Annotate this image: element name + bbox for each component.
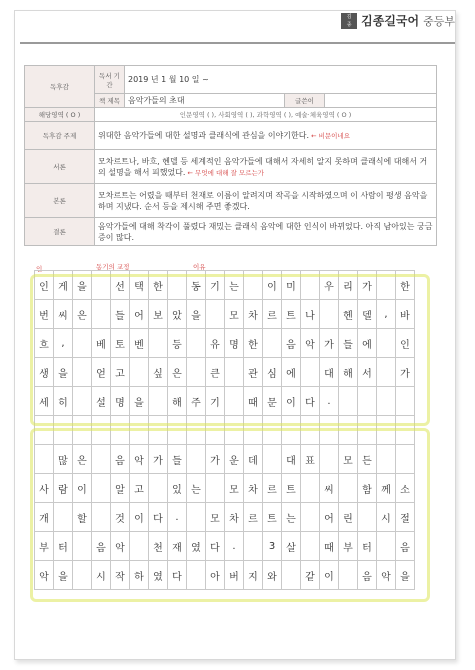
grid-cell[interactable]: 소 bbox=[396, 474, 415, 503]
grid-cell[interactable]: 관 bbox=[244, 358, 263, 387]
grid-cell[interactable]: 큰 bbox=[206, 358, 225, 387]
grid-cell[interactable]: 많 bbox=[54, 445, 73, 474]
grid-cell[interactable]: 천 bbox=[149, 532, 168, 561]
grid-cell[interactable]: 는 bbox=[187, 474, 206, 503]
grid-cell[interactable]: 는 bbox=[225, 271, 244, 300]
grid-cell[interactable]: 흐 bbox=[35, 329, 54, 358]
brand-header bbox=[341, 12, 455, 29]
grid-cell[interactable]: 은 bbox=[168, 358, 187, 387]
grid-cell[interactable]: 대 bbox=[320, 358, 339, 387]
grid-cell[interactable]: 트 bbox=[263, 503, 282, 532]
grid-cell[interactable]: 명 bbox=[225, 329, 244, 358]
grid-cell[interactable]: 다 bbox=[168, 561, 187, 590]
grid-cell[interactable]: 선 bbox=[111, 271, 130, 300]
grid-cell[interactable]: 살 bbox=[282, 532, 301, 561]
grid-cell[interactable]: 을 bbox=[130, 387, 149, 416]
grid-cell[interactable]: 가 bbox=[149, 445, 168, 474]
grid-cell[interactable]: 어 bbox=[320, 503, 339, 532]
highlight-paragraph-1 bbox=[30, 274, 430, 426]
form-title-value[interactable]: 음악가들의 초대 bbox=[125, 94, 285, 108]
grid-cell[interactable]: 트 bbox=[282, 300, 301, 329]
grid-cell[interactable]: 대 bbox=[282, 445, 301, 474]
grid-cell[interactable]: 부 bbox=[339, 532, 358, 561]
grid-cell[interactable]: 께 bbox=[377, 474, 396, 503]
grid-cell[interactable]: 는 bbox=[282, 503, 301, 532]
grid-cell[interactable]: , bbox=[377, 300, 396, 329]
theme-correction-note: ← 비문이네요 bbox=[311, 132, 350, 140]
grid-cell[interactable]: 할 bbox=[73, 503, 92, 532]
grid-cell[interactable]: 을 bbox=[73, 271, 92, 300]
form-author-value[interactable] bbox=[325, 94, 437, 108]
grid-cell[interactable]: 음 bbox=[358, 561, 377, 590]
grid-cell[interactable]: 르 bbox=[263, 300, 282, 329]
grid-cell[interactable]: 든 bbox=[358, 445, 377, 474]
grid-cell[interactable]: 지 bbox=[244, 561, 263, 590]
grid-cell[interactable]: 재 bbox=[168, 532, 187, 561]
grid-cell[interactable]: 우 bbox=[320, 271, 339, 300]
grid-cell[interactable]: 르 bbox=[244, 503, 263, 532]
grid-cell[interactable]: 한 bbox=[396, 271, 415, 300]
form-areas: 인문영역 ( ), 사회영역 ( ), 과학영역 ( ), 예술·체육영역 ( O ) bbox=[95, 108, 437, 122]
grid-cell[interactable]: 인 bbox=[396, 329, 415, 358]
grid-cell[interactable]: 고 bbox=[111, 358, 130, 387]
grid-cell[interactable]: 헨 bbox=[339, 300, 358, 329]
grid-cell[interactable]: 작 bbox=[111, 561, 130, 590]
form-theme-value[interactable]: 위대한 음악가들에 대한 설명과 클래식에 관심을 이야기한다. ← 비문이네요 bbox=[95, 122, 437, 150]
grid-cell[interactable]: 모 bbox=[339, 445, 358, 474]
grid-cell[interactable]: 리 bbox=[339, 271, 358, 300]
header-divider bbox=[20, 42, 455, 44]
grid-cell[interactable]: 사 bbox=[35, 474, 54, 503]
form-label-report: 독후감 bbox=[25, 66, 95, 108]
grid-cell[interactable]: 다 bbox=[149, 503, 168, 532]
grid-cell[interactable]: 절 bbox=[396, 503, 415, 532]
intro-correction-note: ← 무엇에 대해 잘 모르는가 bbox=[187, 168, 265, 177]
grid-cell[interactable]: 씨 bbox=[54, 300, 73, 329]
grid-cell[interactable]: 아 bbox=[206, 561, 225, 590]
grid-cell[interactable]: 가 bbox=[396, 358, 415, 387]
grid-cell[interactable]: 을 bbox=[54, 561, 73, 590]
grid-cell[interactable]: 씨 bbox=[320, 474, 339, 503]
form-label-conclusion: 결론 bbox=[25, 218, 95, 246]
grid-cell[interactable]: 음 bbox=[111, 445, 130, 474]
grid-cell[interactable]: 음 bbox=[282, 329, 301, 358]
form-conclusion-value[interactable]: 음악가들에 대해 착각이 풀렸다 재밌는 클래식 음악에 대한 인식이 바뀌었다. 아직 남아있는 궁금증이 많다. bbox=[95, 218, 437, 246]
brand-name: 김종길국어 bbox=[361, 14, 420, 28]
grid-cell[interactable]: 미 bbox=[282, 271, 301, 300]
grid-cell[interactable]: , bbox=[54, 329, 73, 358]
grid-cell[interactable]: 모 bbox=[206, 503, 225, 532]
grid-cell[interactable]: 있 bbox=[168, 474, 187, 503]
grid-cell[interactable]: 차 bbox=[244, 474, 263, 503]
annotation-mark-2: 동기의 교정 bbox=[96, 263, 130, 271]
highlight-paragraph-2 bbox=[30, 428, 430, 602]
grid-cell[interactable]: 기 bbox=[206, 271, 225, 300]
grid-cell[interactable]: 였 bbox=[149, 561, 168, 590]
grid-cell[interactable]: 에 bbox=[358, 329, 377, 358]
grid-cell[interactable]: 하 bbox=[130, 561, 149, 590]
grid-cell[interactable]: 음 bbox=[92, 532, 111, 561]
grid-cell[interactable]: 설 bbox=[92, 387, 111, 416]
grid-cell[interactable]: 부 bbox=[35, 532, 54, 561]
grid-cell[interactable]: 을 bbox=[187, 300, 206, 329]
grid-cell[interactable]: 이 bbox=[320, 561, 339, 590]
grid-cell[interactable]: 벤 bbox=[130, 329, 149, 358]
grid-cell[interactable]: 번 bbox=[35, 300, 54, 329]
grid-cell[interactable]: 았 bbox=[168, 300, 187, 329]
grid-cell[interactable]: 악 bbox=[377, 561, 396, 590]
grid-cell[interactable]: 싶 bbox=[149, 358, 168, 387]
grid-cell[interactable]: 악 bbox=[130, 445, 149, 474]
form-label-intro: 서론 bbox=[25, 150, 95, 184]
grid-cell[interactable]: 시 bbox=[92, 561, 111, 590]
grid-cell[interactable]: 차 bbox=[225, 503, 244, 532]
grid-cell[interactable]: 알 bbox=[111, 474, 130, 503]
brand-sub: 중등부 bbox=[423, 14, 455, 28]
form-label-period: 독서 기간 bbox=[95, 66, 125, 94]
grid-cell[interactable]: 다 bbox=[206, 532, 225, 561]
grid-cell[interactable]: 터 bbox=[54, 532, 73, 561]
grid-cell[interactable]: . bbox=[225, 532, 244, 561]
grid-cell[interactable]: 터 bbox=[358, 532, 377, 561]
grid-cell[interactable]: 보 bbox=[149, 300, 168, 329]
grid-cell[interactable]: 시 bbox=[377, 503, 396, 532]
grid-cell[interactable]: 해 bbox=[168, 387, 187, 416]
grid-cell[interactable]: 악 bbox=[111, 532, 130, 561]
form-date[interactable]: 2019 년 1 월 10 일 ~ bbox=[125, 66, 437, 94]
grid-cell[interactable]: 이 bbox=[73, 474, 92, 503]
form-label-body: 본론 bbox=[25, 184, 95, 218]
grid-cell[interactable]: 가 bbox=[320, 329, 339, 358]
grid-cell[interactable]: 고 bbox=[130, 474, 149, 503]
grid-cell[interactable]: 버 bbox=[225, 561, 244, 590]
form-label-author: 글쓴이 bbox=[285, 94, 325, 108]
grid-cell[interactable]: 은 bbox=[73, 300, 92, 329]
form-intro-value[interactable]: 모차르트나, 바흐, 헨델 등 세계적인 음악가들에 대해서 자세히 알지 못하며 클래식에 대해서 거의 설명을 해서 피했었다. ← 무엇에 대해 잘 모르는가 bbox=[95, 150, 437, 184]
grid-cell[interactable]: 이 bbox=[263, 271, 282, 300]
grid-cell[interactable]: 운 bbox=[225, 445, 244, 474]
grid-cell[interactable]: 유 bbox=[206, 329, 225, 358]
grid-cell[interactable]: 가 bbox=[358, 271, 377, 300]
annotation-mark-3: 이유 bbox=[193, 263, 206, 271]
grid-cell[interactable]: 베 bbox=[92, 329, 111, 358]
grid-cell[interactable]: 모 bbox=[225, 300, 244, 329]
grid-cell[interactable]: 가 bbox=[206, 445, 225, 474]
grid-cell[interactable]: 음 bbox=[396, 532, 415, 561]
grid-cell[interactable]: 표 bbox=[301, 445, 320, 474]
grid-cell[interactable]: 문 bbox=[263, 387, 282, 416]
grid-cell[interactable]: 람 bbox=[54, 474, 73, 503]
grid-cell[interactable]: 모 bbox=[225, 474, 244, 503]
grid-cell[interactable]: 을 bbox=[396, 561, 415, 590]
grid-cell[interactable]: 이 bbox=[130, 503, 149, 532]
grid-cell[interactable]: 얻 bbox=[92, 358, 111, 387]
grid-cell[interactable]: 동 bbox=[187, 271, 206, 300]
grid-cell[interactable]: 이 bbox=[282, 387, 301, 416]
grid-cell[interactable]: 나 bbox=[301, 300, 320, 329]
form-body-value[interactable]: 모차르트는 어렸을 때부터 천재로 이름이 알려지며 작곡을 시작하였으며 이 사람이 평생 음악을 하며 지냈다. 순서 등을 제시해 주면 좋겠다. bbox=[95, 184, 437, 218]
form-label-area: 해당영역 ( O ) bbox=[25, 108, 95, 122]
grid-cell[interactable]: 트 bbox=[282, 474, 301, 503]
grid-cell[interactable]: 다 bbox=[301, 387, 320, 416]
grid-cell[interactable]: . bbox=[168, 503, 187, 532]
grid-cell[interactable]: 들 bbox=[168, 445, 187, 474]
grid-cell[interactable]: 을 bbox=[54, 358, 73, 387]
grid-cell[interactable]: 였 bbox=[187, 532, 206, 561]
grid-cell[interactable]: 같 bbox=[301, 561, 320, 590]
grid-cell[interactable]: 것 bbox=[111, 503, 130, 532]
grid-cell[interactable]: 3 bbox=[263, 532, 282, 561]
grid-cell[interactable]: 해 bbox=[339, 358, 358, 387]
grid-cell[interactable]: 택 bbox=[130, 271, 149, 300]
grid-cell[interactable]: 한 bbox=[149, 271, 168, 300]
reading-report-form bbox=[24, 65, 437, 246]
grid-cell[interactable]: 악 bbox=[301, 329, 320, 358]
grid-cell[interactable]: . bbox=[320, 387, 339, 416]
grid-cell[interactable]: 주 bbox=[187, 387, 206, 416]
grid-cell[interactable]: 차 bbox=[244, 300, 263, 329]
grid-cell[interactable]: 악 bbox=[35, 561, 54, 590]
grid-cell[interactable]: 린 bbox=[339, 503, 358, 532]
grid-cell[interactable]: 어 bbox=[130, 300, 149, 329]
grid-cell[interactable]: 와 bbox=[263, 561, 282, 590]
grid-cell[interactable]: 기 bbox=[206, 387, 225, 416]
grid-cell[interactable]: 들 bbox=[111, 300, 130, 329]
grid-cell[interactable]: 은 bbox=[73, 445, 92, 474]
form-label-title: 책 제목 bbox=[95, 94, 125, 108]
brand-logo-icon: 김 종 bbox=[341, 13, 357, 29]
grid-cell[interactable]: 에 bbox=[282, 358, 301, 387]
grid-cell[interactable]: 명 bbox=[111, 387, 130, 416]
grid-cell[interactable]: 등 bbox=[168, 329, 187, 358]
grid-cell[interactable]: 바 bbox=[396, 300, 415, 329]
grid-cell[interactable]: 데 bbox=[244, 445, 263, 474]
grid-cell[interactable]: 인 bbox=[35, 271, 54, 300]
grid-cell[interactable]: 들 bbox=[339, 329, 358, 358]
grid-cell[interactable]: 서 bbox=[358, 358, 377, 387]
grid-cell[interactable]: 한 bbox=[244, 329, 263, 358]
grid-cell[interactable]: 세 bbox=[35, 387, 54, 416]
grid-cell[interactable]: 때 bbox=[320, 532, 339, 561]
grid-cell[interactable]: 게 bbox=[54, 271, 73, 300]
grid-cell[interactable]: 때 bbox=[244, 387, 263, 416]
grid-cell[interactable]: 함 bbox=[358, 474, 377, 503]
grid-cell[interactable]: 르 bbox=[263, 474, 282, 503]
grid-cell[interactable]: 히 bbox=[54, 387, 73, 416]
grid-cell[interactable]: 생 bbox=[35, 358, 54, 387]
grid-cell[interactable]: 델 bbox=[358, 300, 377, 329]
grid-cell[interactable]: 토 bbox=[111, 329, 130, 358]
grid-cell[interactable]: 개 bbox=[35, 503, 54, 532]
grid-cell[interactable]: 심 bbox=[263, 358, 282, 387]
form-label-theme: 독후감 주제 bbox=[25, 122, 95, 150]
annotation-mark-1: 인 bbox=[36, 265, 43, 273]
